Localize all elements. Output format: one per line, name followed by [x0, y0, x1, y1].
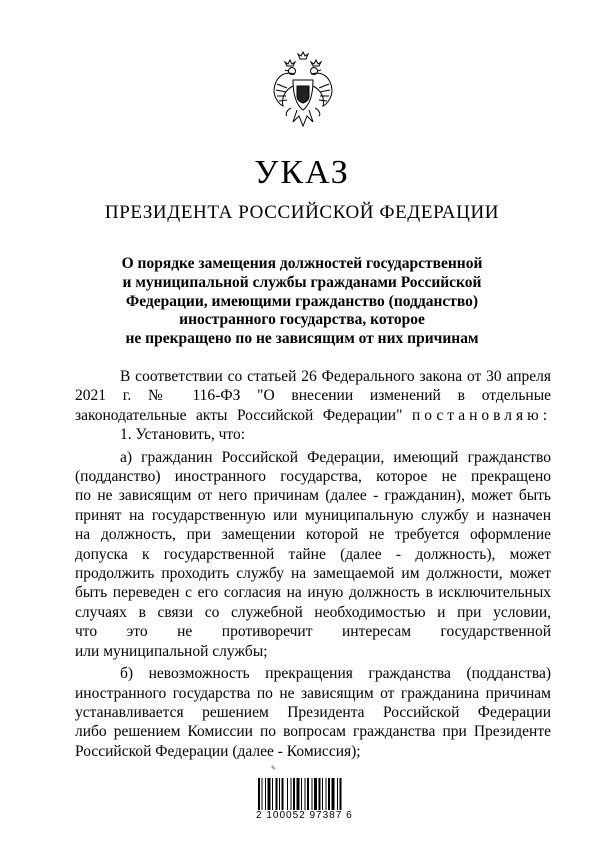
document-heading [80, 255, 524, 349]
item-a-line: или муниципальной службы; [75, 642, 268, 660]
item-a-line: по не зависящим от него причинам (далее - гражданин), может быть [75, 487, 551, 505]
item-b-line: устанавливается решением Президента Российской Федерации [75, 703, 551, 721]
item-a-line: на должность, при замещении которой не требуется оформление [75, 526, 551, 544]
preamble-text: законодательные акты Российской Федерации" [75, 406, 403, 424]
item-a-line: что это не противоречит интересам государственной [75, 623, 551, 641]
item-b-line: либо решением Комиссии по вопросам гражданства при Президенте [75, 723, 551, 741]
barcode-number: 2 100052 97387 6 [256, 810, 353, 821]
item-a-line: а) гражданин Российской Федерации, имеющий гражданство [120, 448, 551, 466]
heading-line: не прекращено по не зависящим от них причинам [125, 330, 479, 348]
heading-line: и муниципальной службы гражданами Российской [122, 273, 482, 291]
item-a-line: случаях в связи со служебной необходимостью и при условии, [75, 603, 551, 621]
item-a-line: принят на государственную или муниципальную службу и назначен [75, 506, 551, 524]
heading-line: Федерации, имеющими гражданство (подданство) [125, 292, 479, 310]
decree-verb: постановляю: [411, 406, 551, 424]
heading-line: О порядке замещения должностей государственной [121, 255, 483, 272]
heading-line: иностранного государства, которое [179, 311, 425, 329]
item-b-line: иностранного государства по не зависящим от гражданина причинам [75, 684, 551, 702]
document-subtitle: ПРЕЗИДЕНТА РОССИЙСКОЙ ФЕДЕРАЦИИ [104, 202, 500, 223]
item-a-line: допуска к государственной тайне (далее - должность), может [75, 545, 551, 563]
item-a-line: (подданство) иностранного государства, которое не прекращено [75, 468, 551, 486]
document-title: УКАЗ [254, 154, 350, 191]
preamble-line: 2021 г. № 116-ФЗ "О внесении изменений в отдельные [75, 387, 551, 405]
document-body [75, 367, 551, 761]
registration-stamp: ✎ [271, 765, 277, 772]
item-a-line: продолжить проходить службу на замещаемой им должности, может [75, 565, 551, 583]
item-1-line: 1. Установить, что: [120, 426, 246, 444]
coat-of-arms-icon [271, 50, 335, 134]
item-a-line: быть переведен с его согласия на иную должность в исключительных [75, 584, 551, 602]
item-b-line: б) невозможность прекращения гражданства (подданства) [120, 665, 551, 683]
barcode [258, 778, 370, 810]
item-b-line: Российской Федерации (далее - Комиссия); [75, 742, 361, 760]
preamble-line: В соответствии со статьей 26 Федерального закона от 30 апреля [120, 368, 551, 385]
preamble-line [75, 406, 551, 425]
